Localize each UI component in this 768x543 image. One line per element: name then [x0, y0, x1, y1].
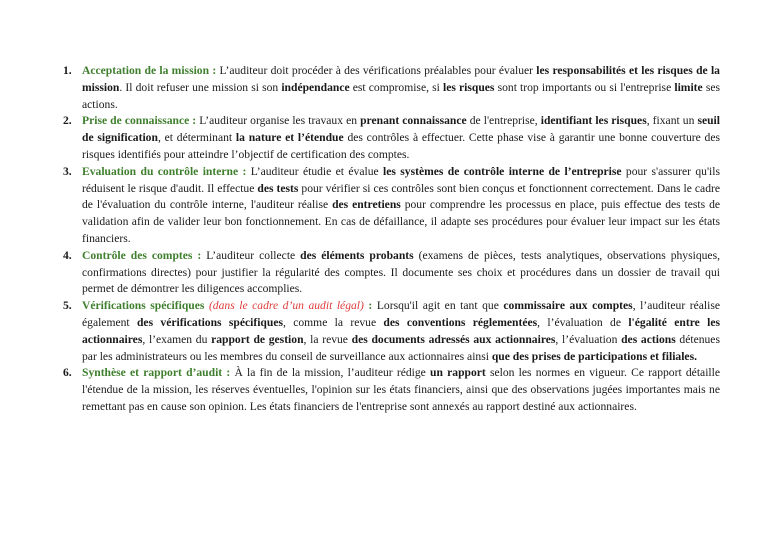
- step-title-suffix: :: [363, 299, 373, 313]
- audit-step-4: [63, 248, 720, 298]
- emphasis-text: des actions: [621, 332, 676, 346]
- emphasis-text: identifiant les risques: [540, 114, 647, 128]
- emphasis-text: des documents adressés aux actionnaires: [351, 332, 556, 346]
- body-text: pour comprendre les processus en place, puis effectue des tests de validation afin de valider leur bon fonctionnement. En cas de défaillance, il adapte ses procédures pour évaluer leur impact sur les états financiers.: [82, 198, 721, 245]
- emphasis-text: des entretiens: [332, 198, 401, 212]
- audit-step-5: [63, 298, 720, 365]
- step-number: 1.: [63, 64, 72, 77]
- body-text: , et déterminant: [157, 131, 236, 145]
- audit-step-6: [63, 365, 720, 415]
- emphasis-text: la nature et l’étendue: [235, 131, 344, 145]
- emphasis-text: les risques: [443, 80, 495, 94]
- body-text: détenues par les administrateurs ou les membres du conseil de surveillance aux actionnaires ainsi: [82, 332, 720, 363]
- audit-step-2: [63, 113, 720, 163]
- step-title: Acceptation de la mission :: [82, 64, 217, 77]
- step-number: 5.: [63, 299, 72, 313]
- step-title: Prise de connaissance :: [82, 114, 197, 128]
- body-text: de l'entreprise,: [466, 114, 541, 128]
- body-text: pour vérifier si ces contrôles sont bien conçus et fonctionnent correctement. Dans le cadre de l'évaluation du contrôle interne, l'auditeur réalise: [82, 181, 721, 212]
- step-number: 2.: [63, 114, 72, 128]
- step-title: Vérifications spécifiques: [82, 299, 205, 313]
- emphasis-text: des conventions réglementées: [383, 315, 538, 329]
- body-text: sont trop importants ou si l'entreprise: [494, 80, 675, 94]
- body-text: (examens de pièces, tests analytiques, observations physiques, confirmations directes) pour justifier la régularité des comptes. Il documente ses choix et procédures dans un dossier de travail qui permet de démontrer les diligences accomplies.: [82, 248, 720, 296]
- emphasis-text: les systèmes de contrôle interne de l’entreprise: [383, 164, 622, 178]
- body-text: , comme la revue: [283, 315, 384, 329]
- emphasis-text: rapport de gestion: [211, 332, 304, 346]
- body-text: L’auditeur étudie et évalue: [246, 164, 384, 178]
- emphasis-text: un rapport: [430, 366, 486, 380]
- emphasis-text: que des prises de participations et filiales.: [491, 349, 697, 363]
- body-text: selon les normes en vigueur. Ce rapport détaille l'étendue de la mission, les réserves éventuelles, l'opinion sur les états financiers, ainsi que des observations jugées importantes mais ne remettant pas en cause son opinion. Les états financiers de l'entreprise sont annexés au rapport destiné aux actionnaires.: [82, 366, 721, 413]
- body-text: , la revue: [303, 332, 352, 346]
- audit-steps-list: [63, 63, 720, 416]
- body-text: pour s'assurer qu'ils réduisent le risque d'audit. Il effectue: [82, 164, 720, 195]
- body-text: L’auditeur collecte: [201, 248, 301, 262]
- body-text: est compromise, si: [349, 80, 443, 94]
- emphasis-text: des éléments probants: [300, 248, 414, 262]
- body-text: ses actions.: [82, 80, 720, 111]
- emphasis-text: limite: [674, 80, 703, 94]
- body-text: , fixant un: [646, 114, 698, 128]
- body-text: , l’examen du: [142, 332, 212, 346]
- audit-step-3: [63, 164, 720, 248]
- step-number: 4.: [63, 248, 72, 262]
- step-number: 3.: [63, 164, 72, 178]
- body-text: L’auditeur doit procéder à des vérifications préalables pour évaluer: [216, 64, 537, 77]
- step-title: Evaluation du contrôle interne :: [82, 164, 247, 178]
- body-text: des contrôles à effectuer. Cette phase vise à garantir une bonne couverture des risques identifiés pour atteindre l’objectif de certification des comptes.: [82, 131, 720, 161]
- body-text: L’auditeur organise les travaux en: [196, 114, 361, 128]
- emphasis-text: prenant connaissance: [360, 114, 467, 128]
- emphasis-text: des vérifications spécifiques: [136, 315, 283, 329]
- body-text: Lorsqu'il agit en tant que: [372, 299, 504, 313]
- body-text: , l’auditeur réalise également: [82, 299, 720, 329]
- step-number: 6.: [63, 366, 72, 380]
- step-title: Synthèse et rapport d’audit :: [82, 366, 231, 380]
- body-text: , l’évaluation de: [537, 315, 629, 329]
- step-title: Contrôle des comptes :: [82, 248, 202, 262]
- body-text: . Il doit refuser une mission si son: [119, 80, 282, 94]
- legal-note: (dans le cadre d’un audit légal): [204, 299, 364, 313]
- emphasis-text: seuil de signification: [82, 114, 721, 145]
- emphasis-text: les responsabilités et les risques de la mission: [82, 64, 720, 94]
- emphasis-text: des tests: [257, 181, 299, 195]
- emphasis-text: indépendance: [281, 80, 350, 94]
- emphasis-text: commissaire aux comptes: [503, 299, 633, 313]
- body-text: À la fin de la mission, l’auditeur rédige: [230, 366, 431, 380]
- body-text: , l’évaluation: [555, 332, 622, 346]
- emphasis-text: l'égalité entre les actionnaires: [82, 315, 720, 346]
- audit-step-1: [63, 63, 720, 113]
